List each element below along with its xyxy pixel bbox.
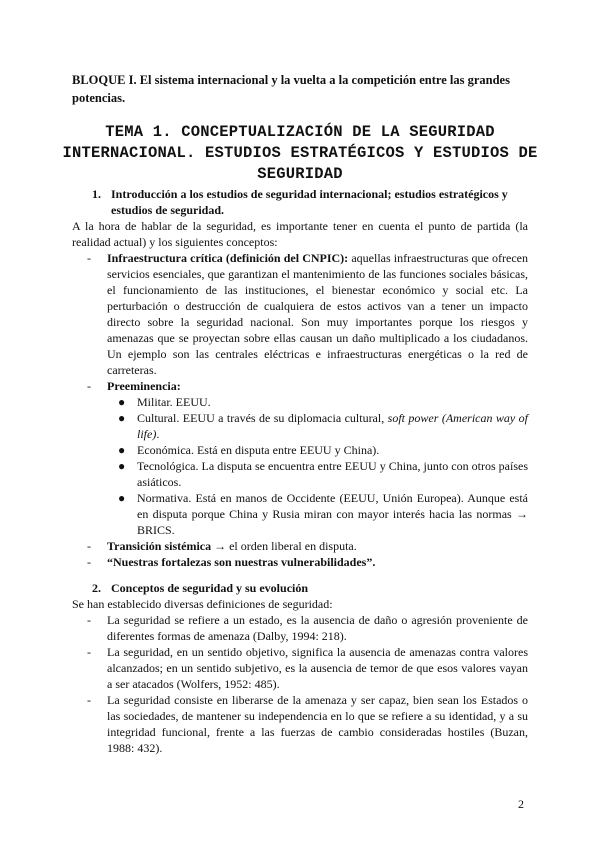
- bullet-icon: ●: [118, 491, 126, 505]
- item-quote: [87, 554, 528, 570]
- soft-power-emphasis: soft power (American way of life): [137, 411, 528, 441]
- section-2-intro: Se han establecido diversas definiciones de seguridad:: [72, 597, 333, 611]
- list-item: ● Militar. EEUU.: [118, 395, 211, 409]
- item-infraestructura: [87, 250, 528, 378]
- page-number: 2: [518, 797, 524, 811]
- transicion-text: → el orden liberal en disputa.: [211, 539, 357, 553]
- bullet-icon: ●: [118, 443, 126, 457]
- item-preeminencia: [87, 378, 528, 394]
- transicion-label: Transición sistémica: [107, 539, 212, 553]
- list-item: ● Cultural. EEUU a través de su diplomacia cultural, soft power (American way of life).: [118, 411, 528, 441]
- dash-marker: -: [87, 645, 91, 659]
- fortalezas-quote: “Nuestras fortalezas son nuestras vulnerabilidades”.: [107, 555, 376, 569]
- section-1-title: Introducción a los estudios de seguridad internacional; estudios estratégicos y estudios de seguridad.: [111, 187, 508, 217]
- definition-item: [87, 692, 528, 756]
- document-body: [72, 186, 528, 756]
- definition-item: [87, 612, 528, 644]
- bullet-icon: ●: [118, 411, 126, 425]
- definition-buzan: La seguridad consiste en liberarse de la amenaza y ser capaz, bien sean los Estados o las sociedades, de mantener su independencia en lo que se refiere a su identidad, y a su integridad funcional, frente a las fuerzas de cambio consideradas hostiles (Buzan, 1988: 432).: [107, 693, 528, 755]
- section-1-heading: [92, 186, 528, 218]
- dash-marker: -: [87, 379, 91, 393]
- list-item: ● Tecnológica. La disputa se encuentra entre EEUU y China, junto con otros países asiáticos.: [118, 459, 528, 489]
- definition-wolfers: La seguridad, en un sentido objetivo, significa la ausencia de amenazas contra valores alcanzados; en un sentido subjetivo, es la ausencia de temor de que esos valores vayan a ser atacados (Wolfers, 1952: 485).: [107, 645, 528, 691]
- dash-marker: -: [87, 693, 91, 707]
- preeminencia-label: Preeminencia:: [107, 379, 181, 393]
- infraestructura-label: Infraestructura crítica (definición del CNPIC):: [107, 251, 349, 265]
- bullet-icon: ●: [118, 459, 126, 473]
- section-2-number: 2.: [92, 581, 101, 595]
- block-title: BLOQUE I. El sistema internacional y la vuelta a la competición entre las grandes potencias.: [72, 73, 510, 105]
- item-transicion: [87, 538, 528, 554]
- section-1-number: 1.: [92, 187, 101, 201]
- definition-item: [87, 644, 528, 692]
- dash-marker: -: [87, 251, 91, 265]
- section-2-title: Conceptos de seguridad y su evolución: [111, 581, 309, 595]
- section-2-heading: [92, 580, 528, 596]
- dash-marker: -: [87, 539, 91, 553]
- preeminencia-list: [72, 394, 528, 538]
- section-1-intro: A la hora de hablar de la seguridad, es importante tener en cuenta el punto de partida (la realidad actual) y los siguientes conceptos:: [72, 219, 528, 249]
- infraestructura-text: aquellas infraestructuras que ofrecen servicios esenciales, que garantizan el mantenimiento de las funciones sociales básicas, el funcionamiento de las instituciones, el bienestar económico y social etc. La perturbación o destrucción de cualquiera de estos activos van a tener un impacto directo sobre la seguridad nacional. Son muy importantes porque los riesgos y amenazas que se proyectan sobre ellas causan un daño multiplicado a los ciudadanos. Un ejemplo son las centrales eléctricas e infraestructuras energéticas o la red de carreteras.: [107, 251, 528, 377]
- list-item: ● Normativa. Está en manos de Occidente (EEUU, Unión Europea). Aunque está en disputa porque China y Rusia miran con mayor interés hacia las normas → BRICS.: [118, 491, 528, 537]
- list-item: ● Económica. Está en disputa entre EEUU y China).: [118, 443, 380, 457]
- dash-marker: -: [87, 613, 91, 627]
- dash-marker: -: [87, 555, 91, 569]
- tema-title: TEMA 1. CONCEPTUALIZACIÓN DE LA SEGURIDAD INTERNACIONAL. ESTUDIOS ESTRATÉGICOS Y ESTUDIOS DE SEGURIDAD: [62, 123, 538, 183]
- bullet-icon: ●: [118, 395, 126, 409]
- definition-dalby: La seguridad se refiere a un estado, es la ausencia de daño o agresión proveniente de diferentes formas de amenaza (Dalby, 1994: 218).: [107, 613, 528, 643]
